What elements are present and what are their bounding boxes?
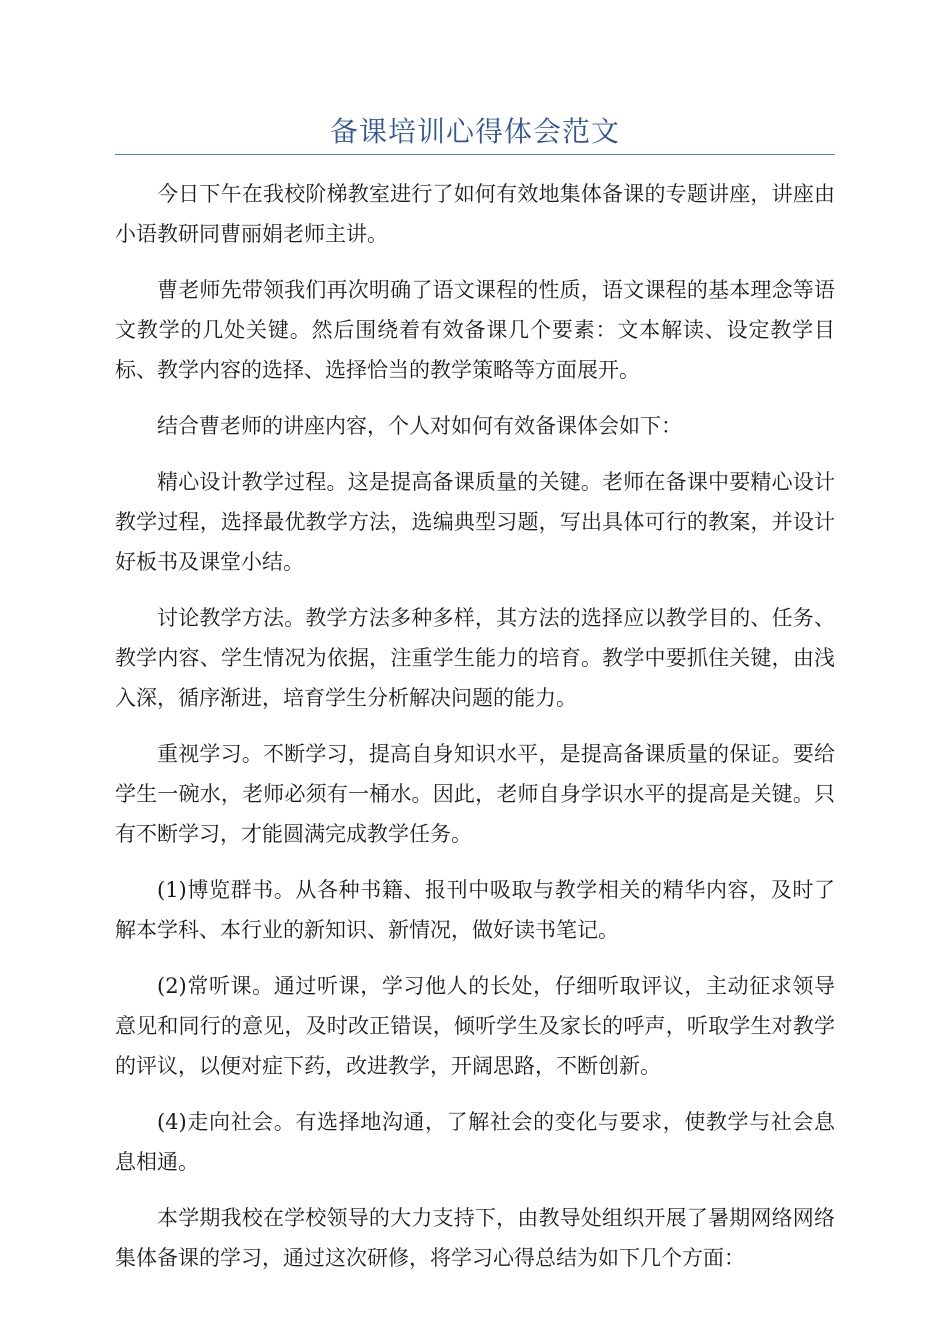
paragraph-8: (2)常听课。通过听课，学习他人的长处，仔细听取评议，主动征求领导意见和同行的意见，及时改正错误，倾听学生及家长的呼声，听取学生对教学的评议，以便对症下药，改进教学，开阔思路，不断创新。 — [115, 974, 835, 1078]
paragraph-4: 精心设计教学过程。这是提高备课质量的关键。老师在备课中要精心设计教学过程，选择最优教学方法，选编典型习题，写出具体可行的教案，并设计好板书及课堂小结。 — [115, 470, 835, 574]
paragraph-7: (1)博览群书。从各种书籍、报刊中吸取与教学相关的精华内容，及时了解本学科、本行业的新知识、新情况，做好读书笔记。 — [115, 878, 835, 942]
paragraph-6: 重视学习。不断学习，提高自身知识水平，是提高备课质量的保证。要给学生一碗水，老师必须有一桶水。因此，老师自身学识水平的提高是关键。只有不断学习，才能圆满完成教学任务。 — [115, 742, 835, 846]
paragraph-2: 曹老师先带领我们再次明确了语文课程的性质，语文课程的基本理念等语文教学的几处关键。然后围绕着有效备课几个要素：文本解读、设定教学目标、教学内容的选择、选择恰当的教学策略等方面展开。 — [115, 278, 835, 382]
document-title: 备课培训心得体会范文 — [329, 115, 620, 148]
paragraph-3: 结合曹老师的讲座内容，个人对如何有效备课体会如下： — [157, 414, 682, 438]
paragraph-5: 讨论教学方法。教学方法多种多样，其方法的选择应以教学目的、任务、教学内容、学生情况为依据，注重学生能力的培育。教学中要抓住关键，由浅入深，循序渐进，培育学生分析解决问题的能力。 — [115, 606, 835, 710]
paragraph-1: 今日下午在我校阶梯教室进行了如何有效地集体备课的专题讲座，讲座由小语教研同曹丽娟老师主讲。 — [115, 182, 835, 246]
document-body — [115, 174, 835, 1294]
paragraph-10: 本学期我校在学校领导的大力支持下，由教导处组织开展了暑期网络网络集体备课的学习，通过这次研修，将学习心得总结为如下几个方面： — [115, 1206, 835, 1270]
title-underline — [115, 154, 835, 155]
paragraph-9: (4)走向社会。有选择地沟通，了解社会的变化与要求，使教学与社会息息相通。 — [115, 1110, 835, 1174]
